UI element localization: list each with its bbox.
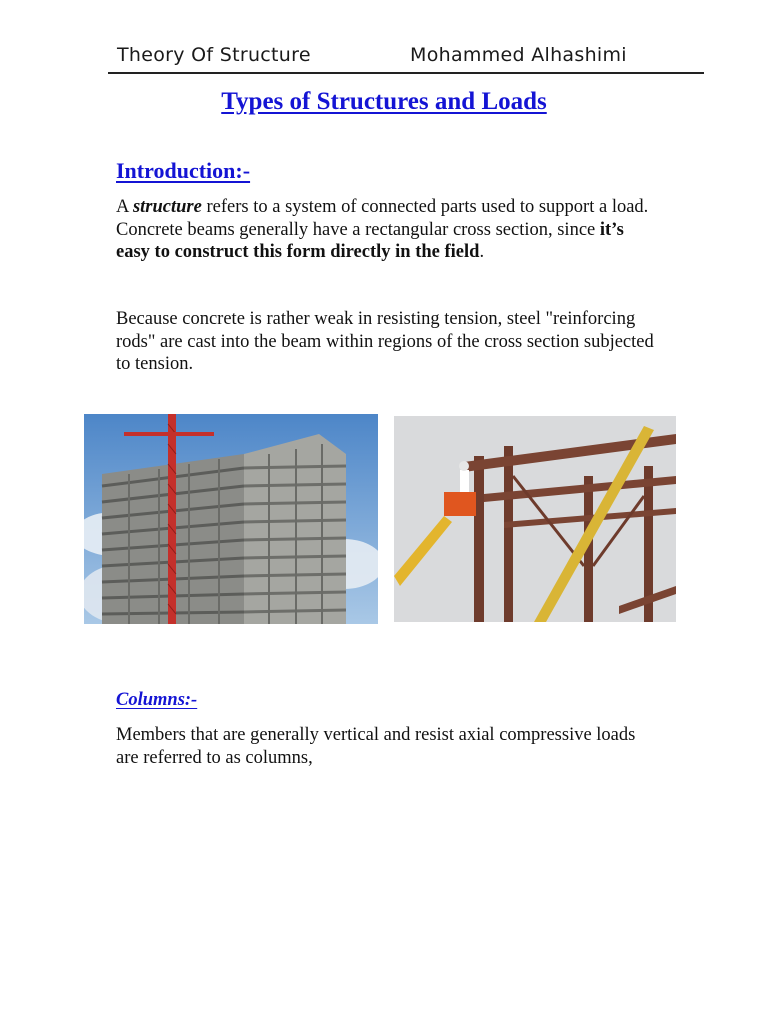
header-author: Mohammed Alhashimi <box>410 44 627 66</box>
columns-paragraph: Members that are generally vertical and resist axial compressive loads are referred to as columns, <box>116 725 636 768</box>
page-header <box>112 40 712 72</box>
intro-bold-phrase: it’s easy to construct this form directly in the field <box>116 219 624 262</box>
introduction-heading: Introduction:- <box>116 158 251 183</box>
introduction-paragraph <box>116 196 661 264</box>
reinforcing-paragraph: Because concrete is rather weak in resisting tension, steel "reinforcing rods" are cast into the beam within regions of the cross section subjected to tension. <box>116 309 654 374</box>
intro-definition: refers to a system of connected parts used to support a load. <box>201 197 649 217</box>
steel-frame-photo <box>394 416 676 622</box>
intro-concrete-beams: Concrete beams generally have a rectangular cross section, since <box>116 219 600 240</box>
steel-frame-image <box>394 416 676 622</box>
header-course-title: Theory Of Structure <box>117 44 311 66</box>
structure-term: structure <box>132 197 202 217</box>
columns-heading: Columns:- <box>116 690 198 710</box>
page-title: Types of Structures and Loads <box>221 88 547 115</box>
concrete-building-photo <box>84 414 378 624</box>
intro-prefix: A <box>116 197 133 217</box>
intro-period: . <box>479 242 485 262</box>
header-divider <box>108 72 704 74</box>
concrete-building-image <box>84 414 378 624</box>
